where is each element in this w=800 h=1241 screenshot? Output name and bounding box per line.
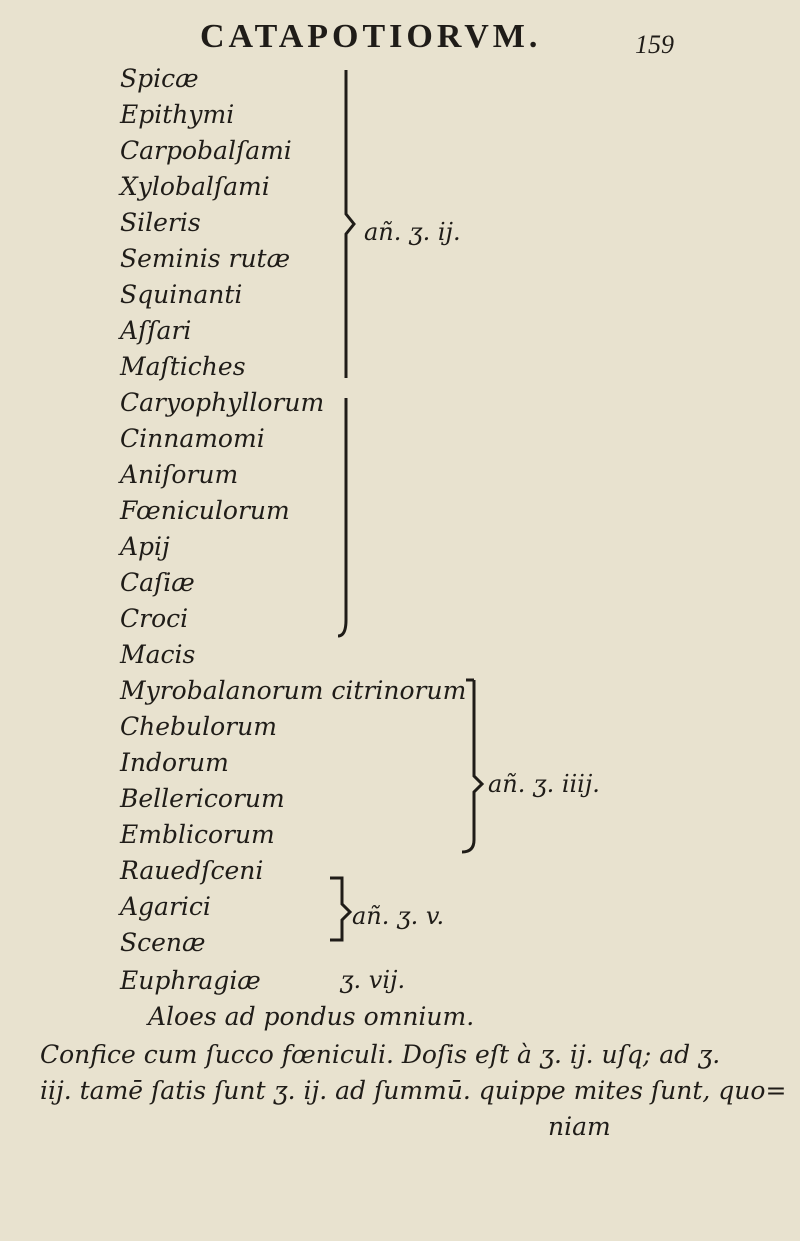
ingredient-item: Squinanti xyxy=(120,280,243,309)
ingredient-item: Caryophyllorum xyxy=(120,388,325,417)
ingredient-item: Rauedſceni xyxy=(120,856,264,885)
ingredient-item: Spicæ xyxy=(120,64,199,93)
instruction-line: niam xyxy=(548,1112,611,1141)
ingredient-item: Agarici xyxy=(120,892,211,921)
ingredient-item: Epithymi xyxy=(120,100,235,129)
dose-label: añ. ʒ. ij. xyxy=(364,218,461,246)
ingredient-item: Emblicorum xyxy=(120,820,275,849)
ingredient-item: Myrobalanorum citrinorum xyxy=(120,676,467,705)
ingredient-item: Maſtiches xyxy=(120,352,246,381)
ingredient-item: Carpobalſami xyxy=(120,136,292,165)
ingredient-item: Apij xyxy=(120,532,170,561)
aloes-line: Aloes ad pondus omnium. xyxy=(148,1002,475,1031)
ingredient-item: Chebulorum xyxy=(120,712,277,741)
ingredient-item: Sileris xyxy=(120,208,201,237)
brace-group3 xyxy=(330,878,350,940)
ingredient-item: Aſſari xyxy=(120,316,192,345)
dose-label: ʒ. vij. xyxy=(340,966,406,994)
ingredient-item: Scenæ xyxy=(120,928,206,957)
ingredient-item: Aniſorum xyxy=(120,460,239,489)
ingredient-item: Indorum xyxy=(120,748,229,777)
instruction-line: iij. tamē ſatis ſunt ʒ. ij. ad ſummū. quippe mites ſunt, quo= xyxy=(40,1076,787,1105)
ingredient-item: Seminis rutæ xyxy=(120,244,291,273)
instruction-line: Confice cum ſucco fœniculi. Doſis eſt à ʒ. ij. uſq; ad ʒ. xyxy=(40,1040,721,1069)
dose-label: añ. ʒ. v. xyxy=(352,902,445,930)
dose-label: añ. ʒ. iiij. xyxy=(488,770,600,798)
ingredient-item: Euphragiæ xyxy=(120,966,261,995)
running-header: CATAPOTIORVM. xyxy=(200,18,542,55)
brace-group2 xyxy=(462,680,482,852)
page-number: 159 xyxy=(635,30,674,59)
brace-group1 xyxy=(338,70,354,636)
ingredient-item: Cinnamomi xyxy=(120,424,265,453)
ingredient-item: Macis xyxy=(120,640,196,669)
ingredient-item: Xylobalſami xyxy=(120,172,270,201)
ingredient-item: Caſiæ xyxy=(120,568,195,597)
ingredient-item: Croci xyxy=(120,604,189,633)
ingredient-item: Fœniculorum xyxy=(120,496,290,525)
ingredient-item: Bellericorum xyxy=(120,784,285,813)
